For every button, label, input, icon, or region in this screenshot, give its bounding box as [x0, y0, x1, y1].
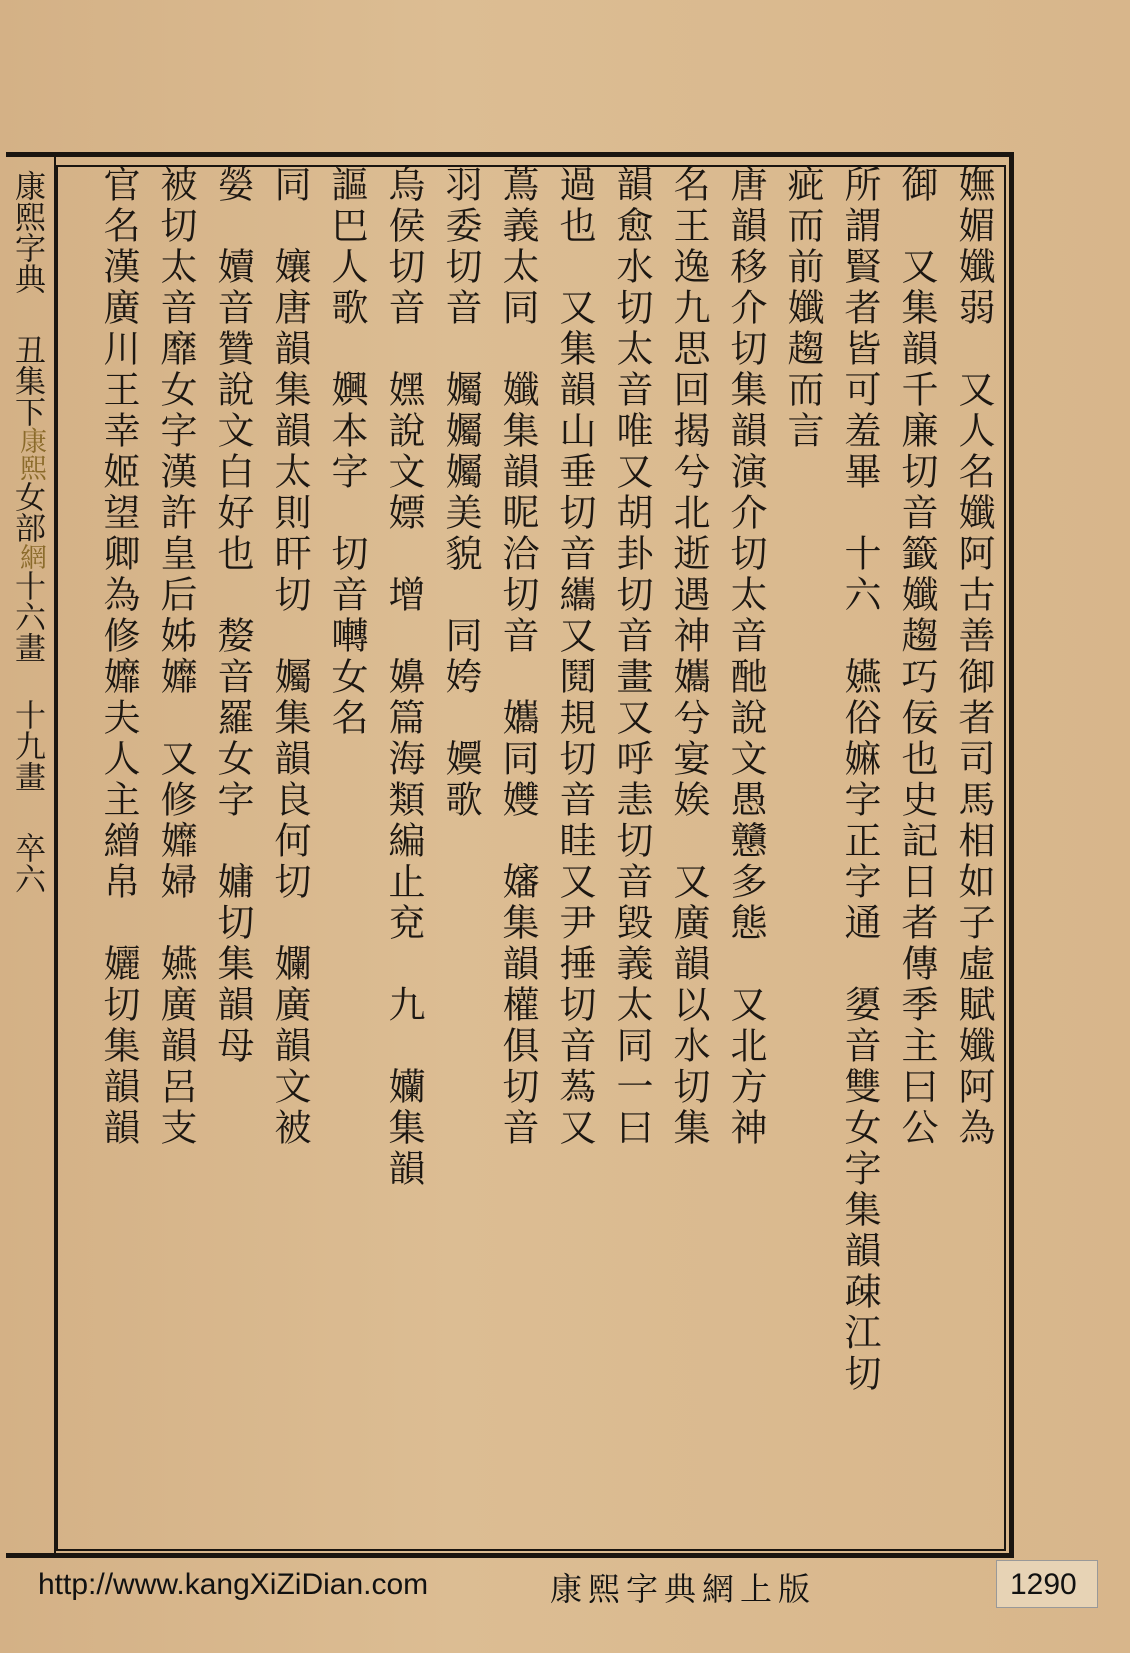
text-column: 被切太音靡女字漢許皇后姊孊 又修孊婦 嬿廣韻呂支	[154, 165, 197, 1149]
text-column: 名王逸九思回揭兮北逝遇神孈兮宴娭 又廣韻以水切集	[667, 165, 710, 1149]
text-column: 羽委切音 孎孎孎美貌 同姱 嬽歌	[439, 165, 482, 821]
spine-margin	[8, 158, 50, 1548]
text-column: 唐韻移介切集韻演介切太音酏說文愚戇多態 又北方神	[724, 165, 767, 1149]
footer-site-title: 康熙字典網上版	[550, 1570, 817, 1608]
spine-edition: 網	[15, 543, 46, 570]
text-column: 烏侯切音 嫼說文嫖 增 嬶篇海類編止兗 九 孏集韻	[382, 165, 425, 1190]
spine-leaf-number: 卒六	[9, 832, 45, 894]
text-column: 嫵媚孅弱 又人名孅阿古善御者司馬相如子虛賦孅阿為	[952, 165, 995, 1149]
text-column: 同 孃唐韻集韻太則旰切 孎集韻良何切 孄廣韻文被	[268, 165, 311, 1149]
text-column: 御 又集韻千廉切音籤孅趨巧佞也史記日者傳季主曰公	[895, 165, 938, 1149]
footer	[0, 1568, 1130, 1628]
spine-strokes: 十六畫 十九畫	[9, 570, 45, 792]
dictionary-text	[58, 165, 1002, 1545]
text-column: 官名漢廣川王幸姬望卿為修孊夫人主繒帛 孋切集韻韻	[97, 165, 140, 1149]
text-column: 嫈 嬻音贊說文白好也 嫠音羅女字 嫞切集韻母	[211, 165, 254, 1067]
text-column: 疵而前孅趨而言	[781, 165, 824, 452]
text-column: 所謂賢者皆可羞畢 十六 嬿俗嫲字正字通 嬃音雙女字集韻疎江切	[838, 165, 881, 1395]
text-column: 蔦義太同 孅集韻昵洽切音 孈同孇 嬸集韻權俱切音	[496, 165, 539, 1149]
footer-url-link[interactable]: http://www.kangXiZiDian.com	[38, 1568, 429, 1601]
text-column: 謳巴人歌 嬹本字 切音囀女名	[325, 165, 368, 739]
text-column: 韻愈水切太音唯又胡卦切音畫又呼恚切音毀義太同一曰	[610, 165, 653, 1149]
spine-title: 康熙字典	[9, 170, 45, 294]
spine-watermark: 康熙	[15, 427, 46, 481]
page-number: 1290	[1010, 1568, 1077, 1601]
spine-section: 丑集下	[9, 334, 45, 427]
spine-radical: 女部	[9, 481, 45, 543]
text-column: 過也 又集韻山垂切音纗又鬩規切音眭又尹捶切音蒍又	[553, 165, 596, 1149]
